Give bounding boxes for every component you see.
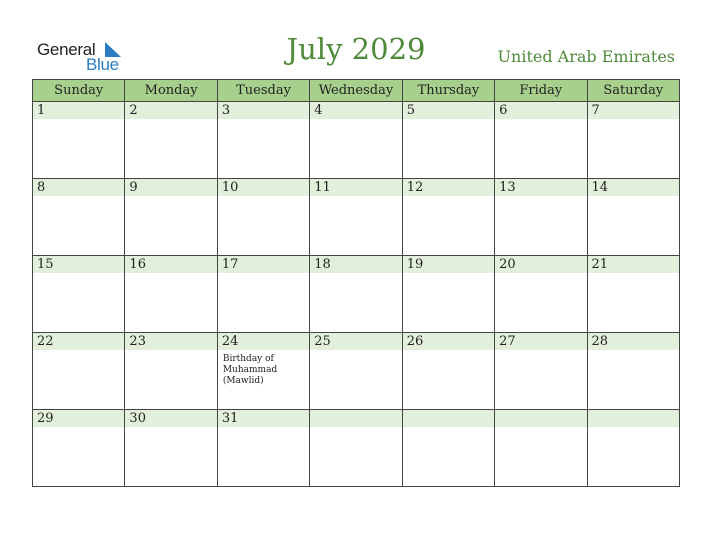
day-number: 2 <box>125 102 216 119</box>
day-number: 7 <box>588 102 679 119</box>
day-number: 18 <box>310 256 401 273</box>
holiday-event: Birthday of Muhammad (Mawlid) <box>222 354 278 386</box>
day-number: 9 <box>125 179 216 196</box>
calendar-day-cell <box>587 102 679 179</box>
calendar-day-cell <box>33 179 125 256</box>
calendar-day-cell <box>402 102 494 179</box>
day-number: 14 <box>588 179 679 196</box>
day-number: 29 <box>33 410 124 427</box>
weekday-saturday: Saturday <box>587 80 679 102</box>
weekday-header-row <box>33 80 680 102</box>
day-number: 25 <box>310 333 401 350</box>
calendar-day-cell <box>125 102 217 179</box>
calendar-day-cell <box>33 333 125 410</box>
country-label: United Arab Emirates <box>497 47 675 66</box>
logo-text-blue: Blue <box>86 55 119 74</box>
calendar-week-row <box>33 102 680 179</box>
day-number <box>310 410 401 427</box>
weekday-thursday: Thursday <box>402 80 494 102</box>
calendar-week-row <box>33 410 680 487</box>
calendar-day-cell <box>310 333 402 410</box>
calendar-week-row <box>33 179 680 256</box>
logo-text-general: General <box>37 40 96 59</box>
weekday-monday: Monday <box>125 80 217 102</box>
day-number: 10 <box>218 179 309 196</box>
day-number: 27 <box>495 333 586 350</box>
calendar-day-cell <box>495 333 587 410</box>
day-number: 24 <box>218 333 309 350</box>
calendar-day-cell <box>310 256 402 333</box>
calendar-day-cell <box>402 256 494 333</box>
day-number: 4 <box>310 102 401 119</box>
day-number: 15 <box>33 256 124 273</box>
calendar-day-cell <box>587 333 679 410</box>
calendar-day-cell <box>587 410 679 487</box>
calendar-day-cell <box>495 102 587 179</box>
weekday-friday: Friday <box>495 80 587 102</box>
day-number: 1 <box>33 102 124 119</box>
calendar-day-cell <box>217 410 309 487</box>
day-number <box>403 410 494 427</box>
calendar-day-cell <box>310 410 402 487</box>
weekday-wednesday: Wednesday <box>310 80 402 102</box>
calendar-day-cell <box>125 410 217 487</box>
day-number: 21 <box>588 256 679 273</box>
day-number: 8 <box>33 179 124 196</box>
day-number <box>495 410 586 427</box>
calendar-day-cell <box>217 179 309 256</box>
day-number: 12 <box>403 179 494 196</box>
day-number: 11 <box>310 179 401 196</box>
calendar-day-cell <box>402 410 494 487</box>
calendar-day-cell <box>495 410 587 487</box>
calendar-day-cell <box>310 179 402 256</box>
day-number: 6 <box>495 102 586 119</box>
calendar-day-cell <box>33 256 125 333</box>
calendar-day-cell <box>33 102 125 179</box>
day-number: 3 <box>218 102 309 119</box>
calendar-day-cell <box>125 179 217 256</box>
weekday-tuesday: Tuesday <box>217 80 309 102</box>
calendar-day-cell <box>495 179 587 256</box>
calendar-day-cell <box>33 410 125 487</box>
calendar-grid <box>32 79 680 487</box>
day-number: 22 <box>33 333 124 350</box>
calendar-day-cell <box>217 333 309 410</box>
calendar-day-cell <box>125 256 217 333</box>
day-number: 17 <box>218 256 309 273</box>
calendar-title: July 2029 <box>286 32 426 66</box>
day-number: 13 <box>495 179 586 196</box>
calendar-day-cell <box>310 102 402 179</box>
calendar-day-cell <box>587 179 679 256</box>
day-number: 30 <box>125 410 216 427</box>
calendar-day-cell <box>495 256 587 333</box>
calendar-day-cell <box>217 256 309 333</box>
calendar-day-cell <box>402 333 494 410</box>
day-number: 20 <box>495 256 586 273</box>
calendar-day-cell <box>402 179 494 256</box>
day-number: 19 <box>403 256 494 273</box>
day-number <box>588 410 679 427</box>
calendar-day-cell <box>125 333 217 410</box>
weekday-sunday: Sunday <box>33 80 125 102</box>
calendar-day-cell <box>587 256 679 333</box>
day-number: 28 <box>588 333 679 350</box>
day-number: 5 <box>403 102 494 119</box>
day-number: 31 <box>218 410 309 427</box>
calendar-week-row <box>33 256 680 333</box>
day-number: 16 <box>125 256 216 273</box>
calendar-week-row <box>33 333 680 410</box>
calendar-day-cell <box>217 102 309 179</box>
day-number: 26 <box>403 333 494 350</box>
day-number: 23 <box>125 333 216 350</box>
